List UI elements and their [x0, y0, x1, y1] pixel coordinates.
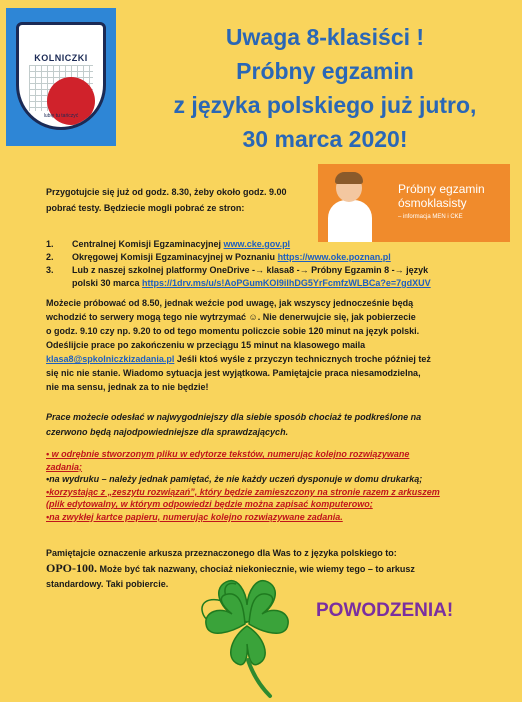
- student-illustration: [324, 170, 376, 242]
- sheet-code: OPO-100.: [46, 561, 97, 575]
- source-list: [46, 238, 466, 290]
- title-line-3: z języka polskiego już jutro,: [173, 92, 477, 118]
- list-number: 2.: [46, 252, 54, 262]
- para1-line: o godz. 9.10 czy np. 9.20 to od tego momentu policzcie sobie 120 minut na język polski.: [46, 326, 420, 336]
- logo-text: KOLNICZKI: [34, 53, 88, 63]
- banner-caption: – informacja MEN i CKE: [398, 214, 463, 220]
- list-item-text-cont: polski 30 marca: [72, 278, 143, 288]
- para1-line: wchodzić to serwery mogą tego nie wytrzymać ☺. Nie denerwujcie się, jak pobierzecie: [46, 312, 416, 322]
- instructions-paragraph: [46, 296, 476, 394]
- submission-options: [46, 448, 476, 523]
- list-item: [46, 238, 466, 251]
- para1-line: Możecie próbować od 8.50, jednak weźcie pod uwagę, jak wszyscy jednocześnie będą: [46, 298, 414, 308]
- bullet-item: •na zwykłej kartce papieru, numerując kolejno rozwiązywane zadania.: [46, 511, 343, 522]
- para3-line: standardowy. Taki pobiercie.: [46, 579, 169, 589]
- cke-link[interactable]: www.cke.gov.pl: [223, 239, 291, 249]
- list-number: 1.: [46, 239, 54, 249]
- class-email-link[interactable]: klasa8@spkolniczkizadania.pl: [46, 354, 175, 364]
- four-leaf-clover-icon: [192, 560, 302, 700]
- bullet-item: • w odrębnie stworzonym pliku w edytorze tekstów, numerując kolejno rozwiązywane: [46, 449, 410, 459]
- banner-title: [398, 182, 485, 210]
- bullet-item: •korzystając z „zeszytu rozwiązań”, który będzie zamieszczony na stronie razem z arkuszem: [46, 486, 440, 497]
- list-item-text: Okręgowej Komisji Egzaminacyjnej w Poznaniu: [72, 252, 278, 262]
- title-line-2: Próbny egzamin: [236, 58, 414, 84]
- school-logo: [6, 8, 116, 146]
- para3-line: Może być tak nazwany, chociaż niekoniecznie, wie wiemy tego – to arkusz: [97, 564, 415, 574]
- bullet-item-cont: zadania;: [46, 461, 83, 472]
- oke-link[interactable]: https://www.oke.poznan.pl: [277, 252, 391, 262]
- list-item: [46, 264, 466, 290]
- list-item: [46, 251, 466, 264]
- para1-line: Jeśli ktoś wyśle z przyczyn technicznych troche później też: [174, 354, 431, 364]
- exam-banner-image: [318, 164, 510, 242]
- title-line-4: 30 marca 2020!: [242, 126, 408, 152]
- bullet-item-cont: (plik edytowalny, w którym odpowiedzi będzie można zapisać komputerowo;: [46, 499, 373, 509]
- list-item-text: Lub z naszej szkolnej platformy OneDrive -→ klasa8 -→ Próbny Egzamin 8 -→ język: [72, 265, 429, 275]
- para1-line: nie ma sensu, jednak za to nie będzie!: [46, 382, 209, 392]
- onedrive-link[interactable]: https://1drv.ms/u/s!AoPGumKOI9ilhDG5YrFcmfzWLBCa?e=7gdXUV: [142, 278, 431, 288]
- banner-line-1: Próbny egzamin: [398, 182, 485, 196]
- intro-line-1: Przygotujcie się już od godz. 8.30, żeby około godz. 9.00: [46, 187, 287, 197]
- logo-subtext: lubię tu tańczyć: [43, 113, 79, 119]
- para1-line: się nic nie stanie. Wiadomo sytuacja jest wyjątkowa. Pamiętajcie praca niesamodzielna,: [46, 368, 421, 378]
- submission-paragraph: [46, 410, 476, 440]
- list-number: 3.: [46, 265, 54, 275]
- list-item-text: Centralnej Komisji Egzaminacyjnej: [72, 239, 224, 249]
- title-line-1: Uwaga 8-klasiści !: [225, 24, 425, 50]
- banner-line-2: ósmoklasisty: [398, 196, 467, 210]
- para1-line: Odeślijcie prace po zakończeniu w przeciągu 15 minut na klasowego maila: [46, 340, 366, 350]
- para2-line: Prace możecie odesłać w najwygodniejszy dla siebie sposób chociaż te podkreślone na: [46, 412, 422, 422]
- closing-text: POWODZENIA!: [316, 600, 454, 621]
- intro: [46, 186, 316, 215]
- bullet-item: •na wydruku – należy jednak pamiętać, że nie każdy uczeń dysponuje w domu drukarką;: [46, 474, 423, 484]
- school-crest-icon: [16, 22, 106, 130]
- para3-line: Pamiętajcie oznaczenie arkusza przeznaczonego dla Was to z języka polskiego to:: [46, 548, 397, 558]
- intro-line-2: pobrać testy. Będziecie mogli pobrać ze stron:: [46, 203, 245, 213]
- para2-line: czerwono będą najodpowiedniejsze dla sprawdzających.: [46, 427, 289, 437]
